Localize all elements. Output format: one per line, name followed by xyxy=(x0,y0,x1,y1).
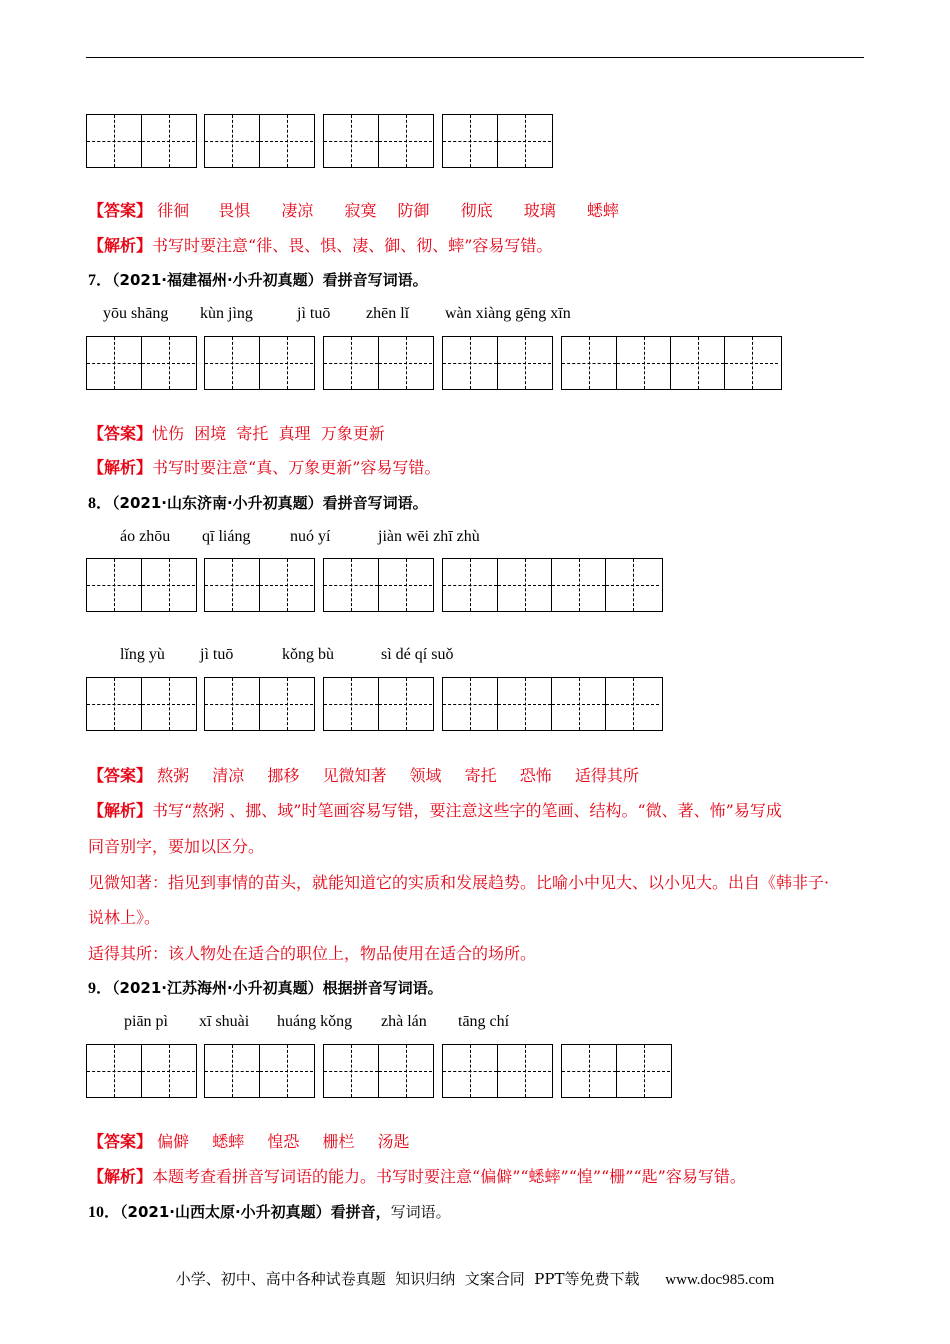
word-box xyxy=(323,336,434,390)
analysis-q8-line3: 见微知著：指见到事情的苗头，就能知道它的实质和发展趋势。比喻小中见大、以小见大。出自《韩非子· xyxy=(88,873,830,892)
pinyin: xī shuài xyxy=(199,1013,250,1030)
pinyin: sì dé qí suǒ xyxy=(381,646,454,663)
question-number: 9． xyxy=(88,980,113,997)
pinyin: qī liáng xyxy=(202,528,251,545)
word-box xyxy=(204,336,315,390)
analysis-q6 xyxy=(88,236,552,256)
answer-q6 xyxy=(88,201,637,221)
pinyin: tāng chí xyxy=(458,1013,510,1030)
word-box xyxy=(323,677,434,731)
answer-q8 xyxy=(88,766,657,786)
answer-text: 忧伤 困境 寄托 真理 万象更新 xyxy=(152,424,385,443)
writing-grid-q8-row2 xyxy=(86,677,663,731)
word-box xyxy=(323,558,434,612)
footer-url[interactable]: www.doc985.com xyxy=(665,1272,775,1288)
word-box xyxy=(323,114,434,168)
word-box xyxy=(86,1044,197,1098)
answer-word: 栅栏 xyxy=(322,1132,355,1151)
word-box xyxy=(86,558,197,612)
word-box xyxy=(204,1044,315,1098)
word-box xyxy=(442,336,553,390)
word-box xyxy=(86,336,197,390)
footer xyxy=(0,1268,950,1289)
analysis-q9 xyxy=(88,1167,746,1187)
answer-tag: 【答案】 xyxy=(88,201,153,220)
pinyin: kǒng bù xyxy=(282,646,334,663)
word-box xyxy=(442,558,663,612)
answer-word: 清凉 xyxy=(212,766,245,785)
answer-word: 寂寞 xyxy=(344,201,377,220)
answer-word: 畏惧 xyxy=(218,201,251,220)
pinyin: kùn jìng xyxy=(200,305,253,322)
analysis-tag: 【解析】 xyxy=(88,801,153,820)
word-box xyxy=(204,677,315,731)
question-number: 8． xyxy=(88,495,113,512)
footer-text: 小学、初中、高中各种试卷真题 知识归纳 文案合同 PPT等免费下载 xyxy=(175,1270,640,1288)
question-text-tail: 写词语。 xyxy=(390,1203,451,1221)
pinyin: jì tuō xyxy=(297,305,331,322)
analysis-tag: 【解析】 xyxy=(88,236,153,255)
writing-grid-q6 xyxy=(86,114,553,168)
pinyin: áo zhōu xyxy=(120,528,171,545)
answer-word: 蟋蟀 xyxy=(586,201,619,220)
answer-word: 挪移 xyxy=(267,766,300,785)
writing-grid-q7 xyxy=(86,336,782,390)
pinyin: zhēn lǐ xyxy=(366,305,410,322)
answer-word: 玻璃 xyxy=(523,201,556,220)
answer-tag: 【答案】 xyxy=(88,1132,153,1151)
analysis-text: 书写时要注意“徘、畏、惧、凄、御、彻、蟀”容易写错。 xyxy=(152,236,553,255)
pinyin: wàn xiàng gēng xīn xyxy=(445,305,571,322)
answer-tag: 【答案】 xyxy=(88,766,153,785)
question-number: 10． xyxy=(88,1204,121,1221)
answer-word: 适得其所 xyxy=(574,766,639,785)
word-box xyxy=(86,677,197,731)
answer-q9 xyxy=(88,1132,428,1152)
answer-word: 惶恐 xyxy=(267,1132,300,1151)
word-box xyxy=(442,677,663,731)
word-box xyxy=(442,114,553,168)
analysis-q7 xyxy=(88,458,440,478)
question-10-title xyxy=(88,1202,451,1223)
pinyin: lǐng yù xyxy=(120,646,165,663)
answer-word: 汤匙 xyxy=(377,1132,410,1151)
answer-word: 防御 xyxy=(397,201,430,220)
word-box xyxy=(86,114,197,168)
pinyin: zhà lán xyxy=(381,1013,427,1030)
question-text: （2021·山西太原·小升初真题）看拼音， xyxy=(120,1203,391,1221)
pinyin: jiàn wēi zhī zhù xyxy=(378,528,480,545)
analysis-tag: 【解析】 xyxy=(88,458,153,477)
analysis-q8-line2: 同音别字，要加以区分。 xyxy=(88,837,265,856)
pinyin: jì tuō xyxy=(200,646,234,663)
pinyin: yōu shāng xyxy=(103,305,169,322)
question-number: 7． xyxy=(88,272,113,289)
word-box xyxy=(323,1044,434,1098)
answer-word: 蟋蟀 xyxy=(212,1132,245,1151)
analysis-q8-line5: 适得其所：该人物处在适合的职位上，物品使用在适合的场所。 xyxy=(88,944,537,963)
analysis-q8-line4: 说林上》。 xyxy=(88,908,161,927)
analysis-text: 书写“熬粥 、挪、域”时笔画容易写错，要注意这些字的笔画、结构。“微、著、怖”易写成 xyxy=(152,801,782,820)
word-box xyxy=(561,336,782,390)
writing-grid-q9 xyxy=(86,1044,672,1098)
pinyin: huáng kǒng xyxy=(277,1013,353,1030)
word-box xyxy=(204,558,315,612)
question-8-title xyxy=(88,493,428,514)
question-7-title xyxy=(88,270,428,291)
answer-word: 偏僻 xyxy=(157,1132,190,1151)
answer-word: 熬粥 xyxy=(157,766,190,785)
answer-q7 xyxy=(88,424,385,444)
question-text: （2021·山东济南·小升初真题）看拼音写词语。 xyxy=(112,494,428,512)
pinyin: piān pì xyxy=(124,1013,168,1030)
word-box xyxy=(204,114,315,168)
analysis-q8 xyxy=(88,801,782,821)
answer-word: 凄凉 xyxy=(281,201,314,220)
pinyin: nuó yí xyxy=(290,528,331,545)
writing-grid-q8-row1 xyxy=(86,558,663,612)
word-box xyxy=(442,1044,553,1098)
answer-word: 恐怖 xyxy=(519,766,552,785)
word-box xyxy=(561,1044,672,1098)
question-text: （2021·江苏海州·小升初真题）根据拼音写词语。 xyxy=(112,979,443,997)
analysis-text: 本题考查看拼音写词语的能力。书写时要注意“偏僻”“蟋蟀”“惶”“栅”“匙”容易写错。 xyxy=(152,1167,746,1186)
answer-word: 寄托 xyxy=(464,766,497,785)
answer-word: 彻底 xyxy=(460,201,493,220)
answer-word: 徘徊 xyxy=(157,201,190,220)
analysis-text: 书写时要注意“真、万象更新”容易写错。 xyxy=(152,458,441,477)
answer-word: 见微知著 xyxy=(322,766,387,785)
answer-word: 领域 xyxy=(409,766,442,785)
answer-tag: 【答案】 xyxy=(88,424,153,443)
header-rule xyxy=(86,57,864,58)
question-text: （2021·福建福州·小升初真题）看拼音写词语。 xyxy=(112,271,428,289)
analysis-tag: 【解析】 xyxy=(88,1167,153,1186)
question-9-title xyxy=(88,978,443,999)
